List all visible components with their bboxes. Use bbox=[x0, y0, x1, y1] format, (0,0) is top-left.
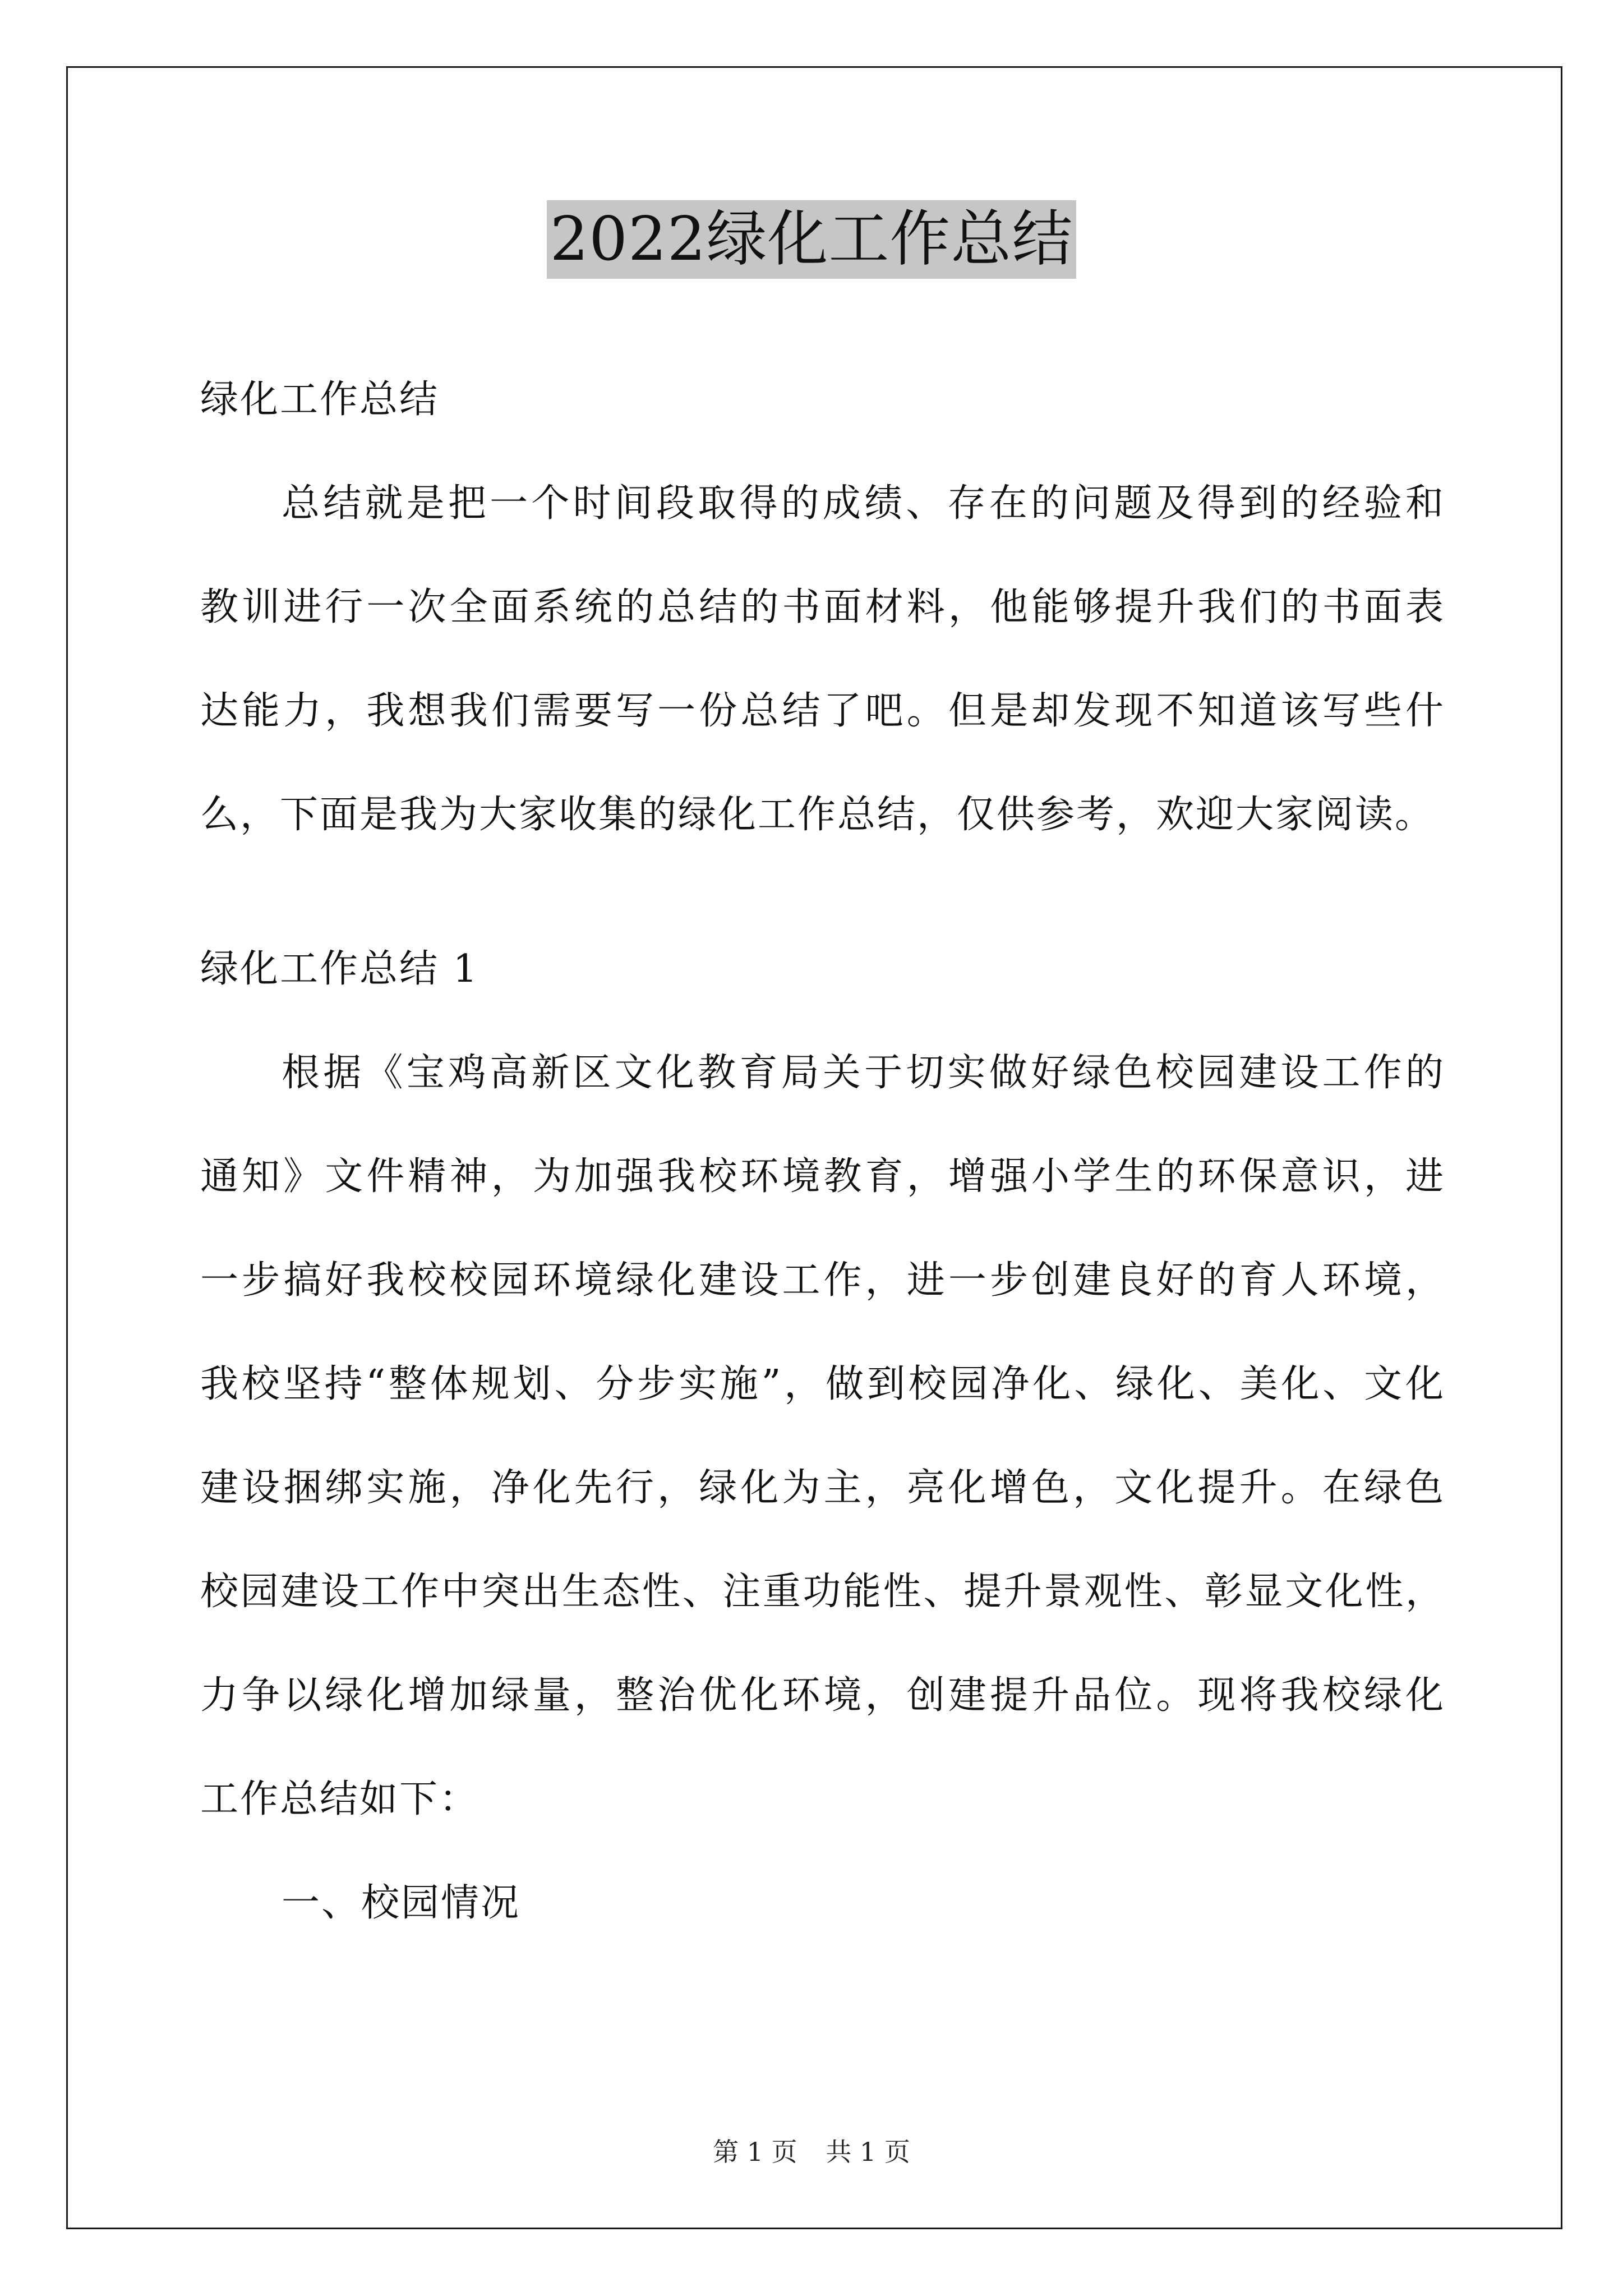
document-title: 2022绿化工作总结 bbox=[547, 200, 1077, 279]
body-line-3: 一步搞好我校校园环境绿化建设工作，进一步创建良好的育人环境， bbox=[200, 1258, 1445, 1303]
heading-section-1: 绿化工作总结 1 bbox=[200, 947, 479, 991]
body-line-2: 通知》文件精神，为加强我校环境教育，增强小学生的环保意识，进 bbox=[200, 1154, 1445, 1199]
paragraph-gap bbox=[200, 867, 1445, 917]
body-line-1: 根据《宝鸡高新区文化教育局关于切实做好绿色校园建设工作的 bbox=[282, 1051, 1445, 1095]
title-container bbox=[0, 200, 1623, 279]
intro-line-3: 达能力，我想我们需要写一份总结了吧。但是却发现不知道该写些什 bbox=[200, 689, 1445, 733]
heading-main: 绿化工作总结 bbox=[200, 378, 440, 422]
intro-line-4: 么，下面是我为大家收集的绿化工作总结，仅供参考，欢迎大家阅读。 bbox=[200, 793, 1435, 837]
page-total: 共 1 页 bbox=[826, 2137, 910, 2167]
document-body bbox=[200, 348, 1445, 1955]
body-line-8: 工作总结如下： bbox=[200, 1777, 479, 1821]
body-line-6: 校园建设工作中突出生态性、注重功能性、提升景观性、彰显文化性， bbox=[200, 1570, 1445, 1614]
body-line-5: 建设捆绑实施，净化先行，绿化为主，亮化增色，文化提升。在绿色 bbox=[200, 1466, 1445, 1510]
intro-line-2: 教训进行一次全面系统的总结的书面材料，他能够提升我们的书面表 bbox=[200, 585, 1445, 629]
intro-line-1: 总结就是把一个时间段取得的成绩、存在的问题及得到的经验和 bbox=[282, 481, 1445, 526]
subheading-campus: 一、校园情况 bbox=[282, 1881, 521, 1925]
body-line-7: 力争以绿化增加绿量，整治优化环境，创建提升品位。现将我校绿化 bbox=[200, 1673, 1445, 1718]
body-line-4: 我校坚持“整体规划、分步实施”，做到校园净化、绿化、美化、文化 bbox=[200, 1362, 1445, 1406]
page-footer bbox=[0, 2132, 1623, 2169]
page-number: 第 1 页 bbox=[713, 2137, 797, 2167]
